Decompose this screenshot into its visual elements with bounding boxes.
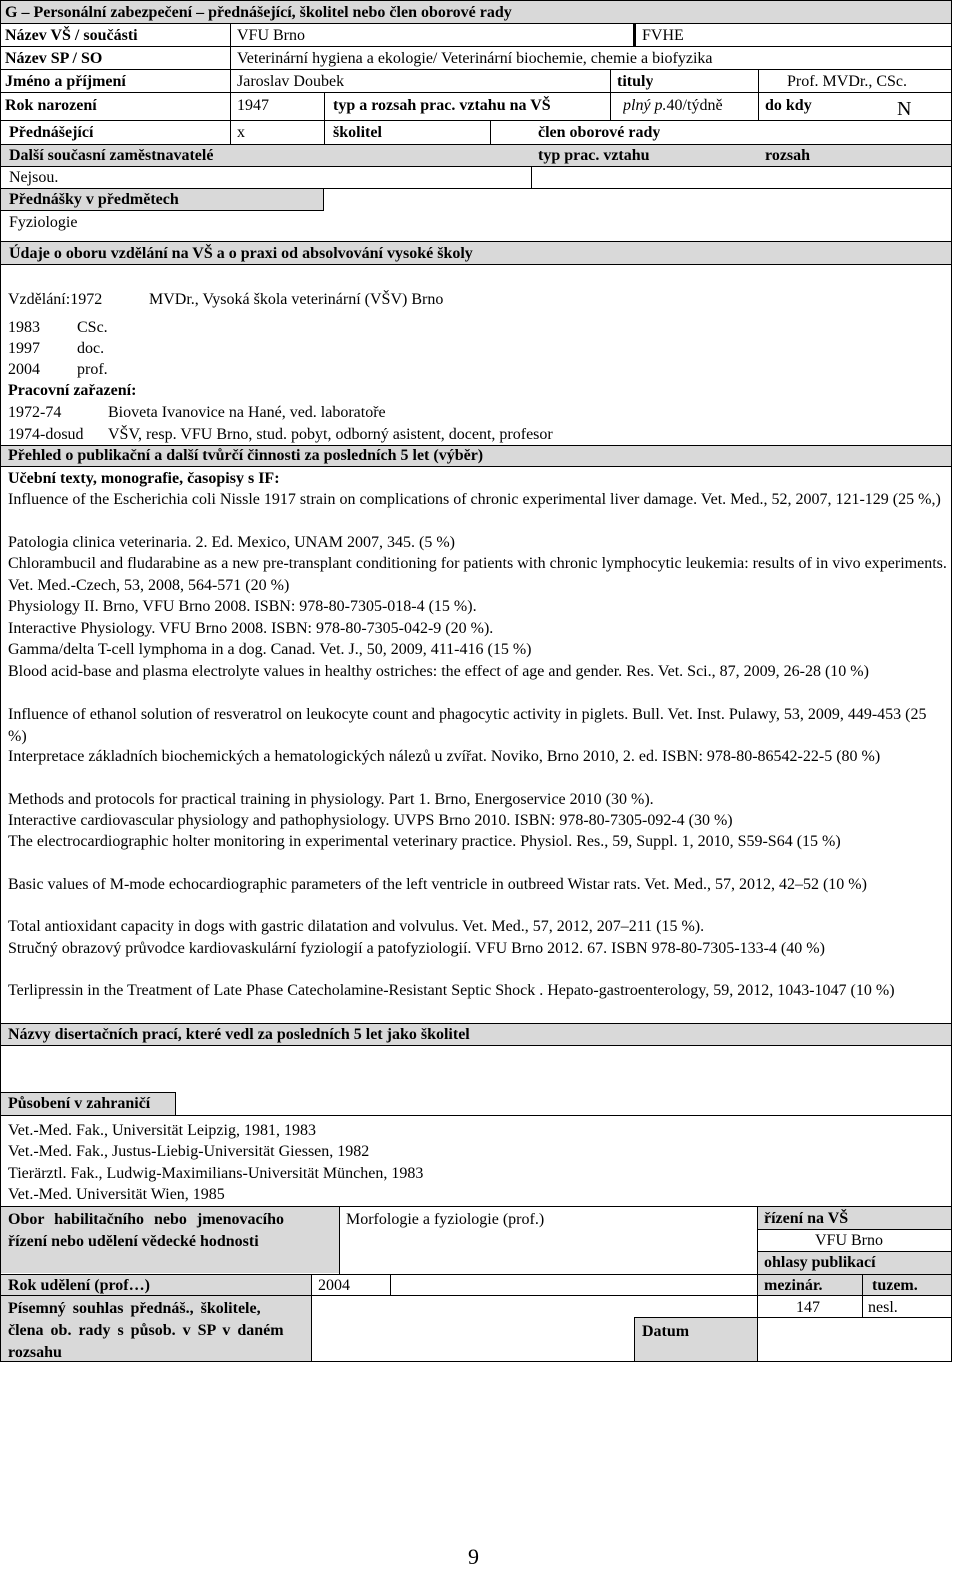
education-heading-row bbox=[0, 241, 952, 265]
publication-item: Influence of the Escherichia coli Nissle 1917 strain on complications of chronic experimental liver damage. Vet. Med., 52, 2007, 121-129 (25 %,) bbox=[8, 491, 941, 508]
publication-item: Stručný obrazový průvodce kardiovaskulární fyziologií a patofyziologií. VFU Brno 2012. 67. ISBN 978-80-7305-133-4 (40 %) bbox=[8, 940, 825, 957]
education-main: MVDr., Vysoká škola veterinární (VŠV) Brno bbox=[149, 291, 444, 308]
employment-value bbox=[623, 95, 723, 116]
degree-title-3: prof. bbox=[77, 361, 108, 378]
degree-year-3: 2004 bbox=[8, 361, 40, 378]
birth-row bbox=[0, 93, 952, 121]
publication-item: Chlorambucil and fludarabine as a new pre-transplant conditioning for patients with chronic lymphocytic leukemia: results of in vivo experiments. Vet. Med.-Czech, 53, 2008, 564-571 (20 %) bbox=[8, 555, 947, 594]
habilitation-label-2: řízení nebo udělení vědecké hodnosti bbox=[8, 1233, 259, 1250]
roles-row bbox=[0, 121, 952, 145]
publications-subheading: Učební texty, monografie, časopisy s IF: bbox=[8, 470, 280, 487]
procedure-label: řízení na VŠ bbox=[764, 1210, 849, 1227]
publication-item: Methods and protocols for practical training in physiology. Part 1. Brno, Energoservice 2010 (30 %). bbox=[8, 791, 654, 808]
section-title: G – Personální zabezpečení – přednášející, školitel nebo člen oborové rady bbox=[5, 4, 512, 21]
birth-label: Rok narození bbox=[5, 97, 97, 114]
other-employers-label: Další současní zaměstnavatelé bbox=[9, 147, 214, 164]
degree-title-2: doc. bbox=[77, 340, 105, 357]
publication-item: Physiology II. Brno, VFU Brno 2008. ISBN: 978-80-7305-018-4 (15 %). bbox=[8, 598, 477, 615]
other-employers-row bbox=[0, 145, 952, 167]
publication-item: Total antioxidant capacity in dogs with gastric dilatation and volvulus. Vet. Med., 57, 2012, 207–211 (15 %). bbox=[8, 918, 705, 935]
citations-label: ohlasy publikací bbox=[764, 1254, 876, 1271]
titles-label: tituly bbox=[617, 73, 654, 90]
consent-label-3: rozsahu bbox=[8, 1344, 62, 1361]
employment-hours: 40/týdně bbox=[666, 97, 723, 114]
habilitation-value: Morfologie a fyziologie (prof.) bbox=[346, 1211, 545, 1228]
degree-title-1: CSc. bbox=[77, 319, 108, 336]
employment-type-label: typ prac. vztahu bbox=[538, 147, 650, 164]
program-row bbox=[0, 47, 952, 70]
work-period-2: 1974-dosud bbox=[8, 426, 84, 443]
domestic-label: tuzem. bbox=[872, 1277, 918, 1294]
name-value: Jaroslav Doubek bbox=[237, 73, 345, 90]
lectures-value-row bbox=[0, 211, 952, 241]
work-text-2: VŠV, resp. VFU Brno, stud. pobyt, odborný asistent, docent, profesor bbox=[108, 426, 553, 443]
publication-item: Interactive Physiology. VFU Brno 2008. ISBN: 978-80-7305-042-9 (20 %). bbox=[8, 620, 494, 637]
work-text-1: Bioveta Ivanovice na Hané, ved. laboratoře bbox=[108, 404, 386, 421]
education-label: Vzdělání:1972 bbox=[8, 291, 103, 308]
page-number: 9 bbox=[468, 1544, 479, 1569]
work-label: Pracovní zařazení: bbox=[8, 382, 137, 399]
name-label: Jméno a příjmení bbox=[5, 73, 126, 90]
lectures-label-row bbox=[0, 189, 952, 211]
publication-item: Blood acid-base and plasma electrolyte values in healthy ostriches: the effect of age and gender. Res. Vet. Sci., 87, 2009, 26-28 (10 %) bbox=[8, 663, 869, 680]
school-part: FVHE bbox=[642, 27, 684, 44]
other-employers-value: Nejsou. bbox=[9, 169, 59, 186]
abroad-item: Vet.-Med. Fak., Universität Leipzig, 1981, 1983 bbox=[8, 1122, 316, 1139]
publications-heading: Přehled o publikační a další tvůrčí činnosti za posledních 5 let (výběr) bbox=[8, 447, 484, 464]
lectures-label: Přednášky v předmětech bbox=[9, 191, 179, 208]
domestic-value: nesl. bbox=[868, 1299, 898, 1316]
program-value: Veterinární hygiena a ekologie/ Veterinární biochemie, chemie a biofyzika bbox=[237, 50, 713, 67]
abroad-item: Vet.-Med. Fak., Justus-Liebig-Universität Giessen, 1982 bbox=[8, 1143, 370, 1160]
intl-value: 147 bbox=[796, 1299, 820, 1316]
until-label: do kdy bbox=[765, 97, 812, 114]
school-value: VFU Brno bbox=[237, 27, 306, 44]
work-period-1: 1972-74 bbox=[8, 404, 62, 421]
section-title-row bbox=[0, 0, 952, 24]
publication-item: Terlipressin in the Treatment of Late Phase Catecholamine-Resistant Septic Shock . Hepato-gastroenterology, 59, 2012, 1043-1047 (10 %) bbox=[8, 982, 895, 999]
board-label: člen oborové rady bbox=[538, 124, 661, 141]
abroad-item: Vet.-Med. Universität Wien, 1985 bbox=[8, 1186, 225, 1203]
titles-value: Prof. MVDr., CSc. bbox=[787, 73, 908, 90]
school-label: Název VŠ / součásti bbox=[5, 27, 138, 44]
until-value: N bbox=[897, 98, 912, 120]
lecturer-mark: x bbox=[237, 124, 245, 141]
abroad-heading: Působení v zahraničí bbox=[8, 1095, 151, 1112]
lectures-value: Fyziologie bbox=[9, 214, 78, 231]
degree-year-1: 1983 bbox=[8, 319, 40, 336]
publication-item: Patologia clinica veterinaria. 2. Ed. Mexico, UNAM 2007, 345. (5 %) bbox=[8, 534, 455, 551]
birth-value: 1947 bbox=[237, 97, 269, 114]
publication-item: Basic values of M-mode echocardiographic parameters of the left ventricle in outbreed Wistar rats. Vet. Med., 57, 2012, 42–52 (10 %) bbox=[8, 876, 867, 893]
habilitation-label-1: Obor habilitačního nebo jmenovacího bbox=[8, 1211, 284, 1228]
publication-item: Gamma/delta T-cell lymphoma in a dog. Canad. Vet. J., 50, 2009, 411-416 (15 %) bbox=[8, 641, 532, 658]
other-employers-value-row bbox=[0, 167, 952, 189]
employment-type: plný p. bbox=[623, 97, 667, 114]
publication-item: The electrocardiographic holter monitoring in experimental veterinary practice. Physiol. Res., 59, Suppl. 1, 2010, S59-S64 (15 %) bbox=[8, 833, 841, 850]
consent-label-1: Písemný souhlas přednáš., školitele, bbox=[8, 1300, 261, 1317]
procedure-value: VFU Brno bbox=[815, 1232, 884, 1249]
date-label: Datum bbox=[642, 1323, 690, 1340]
year-label: Rok udělení (prof…) bbox=[8, 1277, 150, 1294]
school-row bbox=[0, 24, 952, 47]
range-label: rozsah bbox=[765, 147, 811, 164]
year-value: 2004 bbox=[318, 1277, 350, 1294]
degree-year-2: 1997 bbox=[8, 340, 40, 357]
publication-item: Interpretace základních biochemických a hematologických nálezů u zvířat. Noviko, Brno 2010, 2. ed. ISBN: 978-80-86542-22-5 (80 %) bbox=[8, 748, 881, 765]
publication-item: Influence of ethanol solution of resveratrol on leukocyte count and phagocytic activity in piglets. Bull. Vet. Inst. Pulawy, 53, 2009, 449-453 (25 %) bbox=[8, 706, 927, 745]
program-label: Název SP / SO bbox=[5, 50, 103, 67]
intl-label: mezinár. bbox=[764, 1277, 823, 1294]
supervisor-label: školitel bbox=[333, 124, 382, 141]
lecturer-label: Přednášející bbox=[9, 124, 94, 141]
name-row bbox=[0, 70, 952, 93]
dissertations-heading: Názvy disertačních prací, které vedl za posledních 5 let jako školitel bbox=[8, 1026, 470, 1043]
consent-label-2: člena ob. rady s působ. v SP v daném bbox=[8, 1322, 284, 1339]
publication-item: Interactive cardiovascular physiology and pathophysiology. UVPS Brno 2010. ISBN: 978-80-7305-092-4 (30 %) bbox=[8, 812, 733, 829]
abroad-item: Tierärztl. Fak., Ludwig-Maximilians-Universität München, 1983 bbox=[8, 1165, 424, 1182]
education-heading: Údaje o oboru vzdělání na VŠ a o praxi od absolvování vysoké školy bbox=[9, 245, 473, 262]
employment-label: typ a rozsah prac. vztahu na VŠ bbox=[333, 97, 551, 114]
